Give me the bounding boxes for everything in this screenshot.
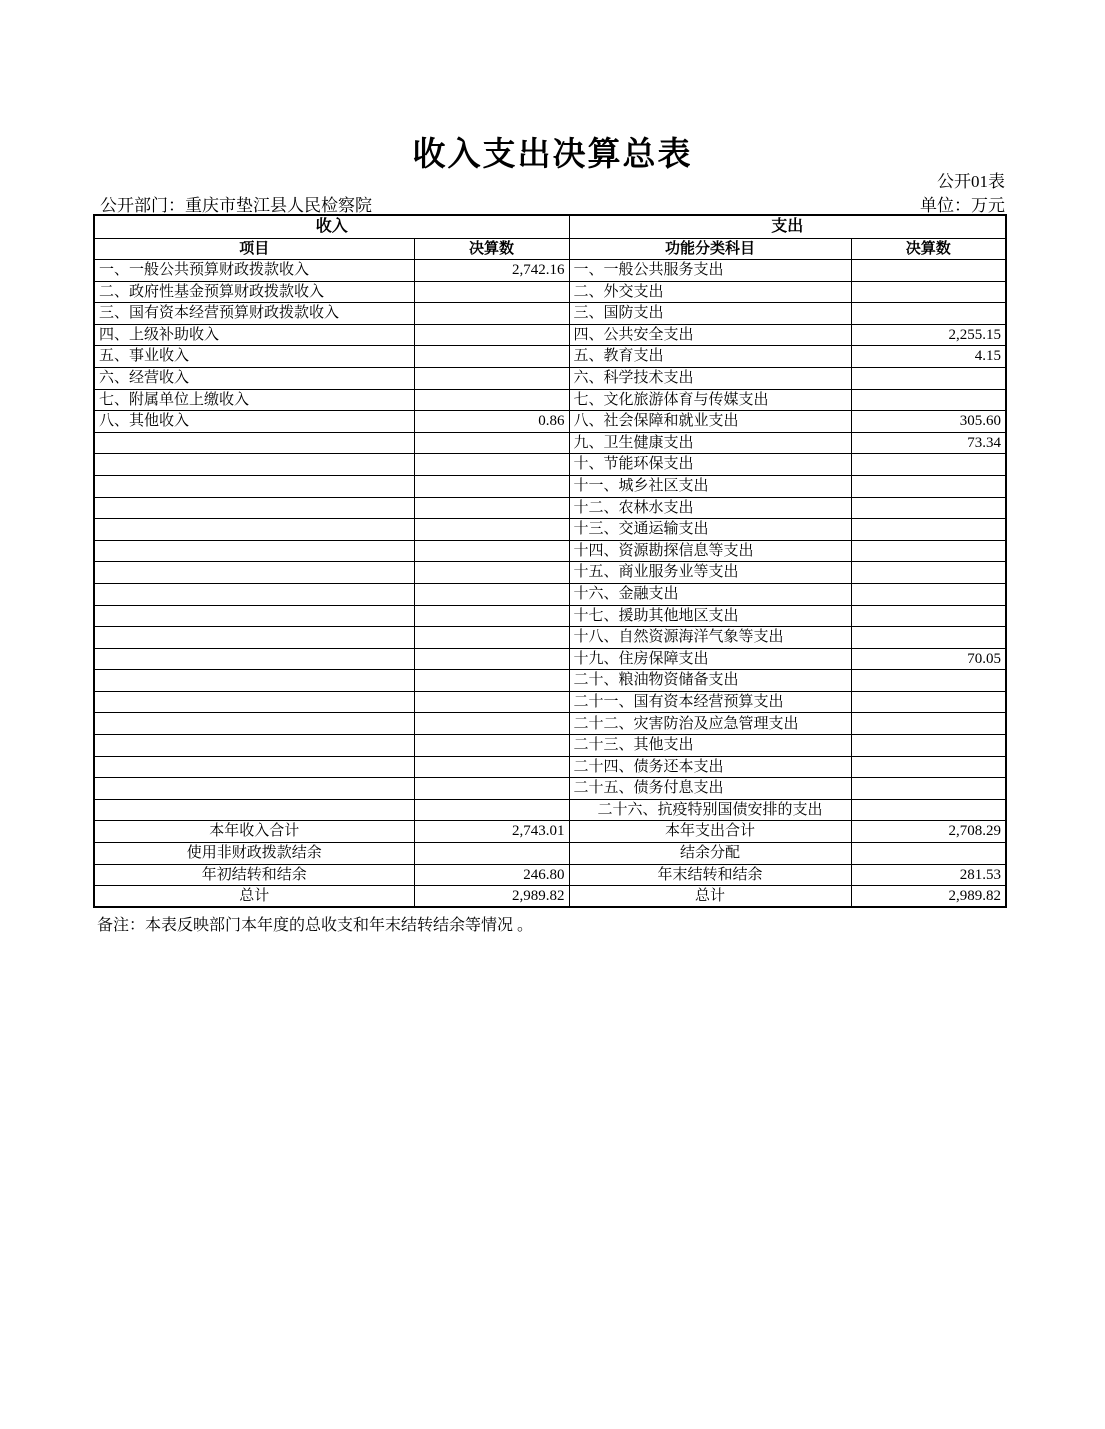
summary-row — [94, 843, 1006, 865]
expense-item-cell: 十三、交通运输支出 — [569, 519, 851, 541]
table-row — [94, 713, 1006, 735]
income-value-cell — [414, 627, 569, 649]
income-value-cell — [414, 519, 569, 541]
expense-item-cell: 二十五、债务付息支出 — [569, 778, 851, 800]
income-value-cell — [414, 605, 569, 627]
expense-summary-value-cell: 2,989.82 — [851, 886, 1006, 908]
income-item-cell — [94, 432, 414, 454]
expense-value-cell: 70.05 — [851, 648, 1006, 670]
table-row — [94, 540, 1006, 562]
expense-value-cell — [851, 799, 1006, 821]
expense-item-cell: 十六、金融支出 — [569, 583, 851, 605]
expense-summary-value-cell: 281.53 — [851, 864, 1006, 886]
income-item-cell — [94, 475, 414, 497]
income-summary-value-cell: 2,989.82 — [414, 886, 569, 908]
expense-item-cell: 十二、农林水支出 — [569, 497, 851, 519]
expense-value-cell — [851, 519, 1006, 541]
expense-item-cell: 九、卫生健康支出 — [569, 432, 851, 454]
expense-value-cell — [851, 497, 1006, 519]
table-row — [94, 389, 1006, 411]
income-summary-value-cell: 2,743.01 — [414, 821, 569, 843]
meta-row — [93, 191, 1005, 216]
income-item-cell: 七、附属单位上缴收入 — [94, 389, 414, 411]
income-value-cell — [414, 735, 569, 757]
income-value-cell — [414, 713, 569, 735]
income-item-cell: 四、上级补助收入 — [94, 324, 414, 346]
unit-label: 单位：万元 — [920, 196, 1005, 215]
table-row — [94, 519, 1006, 541]
summary-row — [94, 886, 1006, 908]
expense-item-cell: 二、外交支出 — [569, 281, 851, 303]
table-row — [94, 367, 1006, 389]
expense-value-cell — [851, 691, 1006, 713]
footnote: 备注：本表反映部门本年度的总收支和年末结转结余等情况 。 — [97, 917, 534, 934]
expense-item-cell: 四、公共安全支出 — [569, 324, 851, 346]
income-value-cell — [414, 454, 569, 476]
income-value-cell — [414, 432, 569, 454]
income-item-cell — [94, 519, 414, 541]
expense-value-cell — [851, 756, 1006, 778]
income-item-cell — [94, 454, 414, 476]
expense-item-cell: 二十、粮油物资储备支出 — [569, 670, 851, 692]
expense-item-cell: 十、节能环保支出 — [569, 454, 851, 476]
income-value-cell — [414, 475, 569, 497]
table-row — [94, 497, 1006, 519]
income-value-cell — [414, 540, 569, 562]
table-row — [94, 648, 1006, 670]
expense-value-cell — [851, 540, 1006, 562]
expense-value-cell — [851, 583, 1006, 605]
table-row — [94, 778, 1006, 800]
expense-summary-label-cell: 总计 — [569, 886, 851, 908]
income-item-cell: 八、其他收入 — [94, 411, 414, 433]
income-item-cell: 六、经营收入 — [94, 367, 414, 389]
income-value-cell — [414, 497, 569, 519]
summary-row — [94, 864, 1006, 886]
expense-value-cell — [851, 260, 1006, 282]
expense-summary-value-cell: 2,708.29 — [851, 821, 1006, 843]
income-summary-label-cell: 年初结转和结余 — [94, 864, 414, 886]
expense-value-cell — [851, 735, 1006, 757]
expense-item-cell: 十七、援助其他地区支出 — [569, 605, 851, 627]
expense-value-cell — [851, 605, 1006, 627]
expense-value-cell — [851, 367, 1006, 389]
income-value-cell: 0.86 — [414, 411, 569, 433]
income-item-cell — [94, 648, 414, 670]
income-item-cell — [94, 670, 414, 692]
income-summary-label-cell: 总计 — [94, 886, 414, 908]
expense-item-cell: 八、社会保障和就业支出 — [569, 411, 851, 433]
expense-value-cell: 4.15 — [851, 346, 1006, 368]
page-title: 收入支出决算总表 — [412, 135, 693, 172]
expense-summary-label-cell: 年末结转和结余 — [569, 864, 851, 886]
expense-value-cell — [851, 778, 1006, 800]
expense-item-cell: 二十六、抗疫特别国债安排的支出 — [569, 799, 851, 821]
table-row — [94, 627, 1006, 649]
expense-section-header: 支出 — [569, 215, 1006, 239]
income-value-cell — [414, 303, 569, 325]
table-row — [94, 799, 1006, 821]
expense-value-cell: 73.34 — [851, 432, 1006, 454]
income-item-cell — [94, 735, 414, 757]
income-section-header: 收入 — [94, 215, 569, 239]
income-item-cell — [94, 497, 414, 519]
expense-value-cell: 2,255.15 — [851, 324, 1006, 346]
income-value-cell — [414, 324, 569, 346]
table-row — [94, 260, 1006, 282]
table-row — [94, 454, 1006, 476]
income-value-cell — [414, 583, 569, 605]
expense-item-cell: 七、文化旅游体育与传媒支出 — [569, 389, 851, 411]
expense-item-cell: 二十四、债务还本支出 — [569, 756, 851, 778]
income-value-cell — [414, 778, 569, 800]
income-value-cell — [414, 281, 569, 303]
expense-item-cell: 二十一、国有资本经营预算支出 — [569, 691, 851, 713]
table-row — [94, 691, 1006, 713]
expense-value-cell — [851, 627, 1006, 649]
income-item-cell — [94, 778, 414, 800]
income-value-cell — [414, 670, 569, 692]
income-summary-label-cell: 本年收入合计 — [94, 821, 414, 843]
table-row — [94, 346, 1006, 368]
expense-item-cell: 一、一般公共服务支出 — [569, 260, 851, 282]
expense-value-cell — [851, 670, 1006, 692]
expense-item-cell: 六、科学技术支出 — [569, 367, 851, 389]
income-value-cell — [414, 648, 569, 670]
expense-value-cell — [851, 713, 1006, 735]
table-row — [94, 670, 1006, 692]
income-item-cell — [94, 583, 414, 605]
expense-item-cell: 十八、自然资源海洋气象等支出 — [569, 627, 851, 649]
expense-item-cell: 十五、商业服务业等支出 — [569, 562, 851, 584]
expense-item-cell: 二十三、其他支出 — [569, 735, 851, 757]
expense-value-cell — [851, 475, 1006, 497]
table-row — [94, 281, 1006, 303]
expense-summary-value-cell — [851, 843, 1006, 865]
expense-summary-label-cell: 结余分配 — [569, 843, 851, 865]
income-value-cell — [414, 346, 569, 368]
income-value-cell — [414, 562, 569, 584]
expense-item-cell: 十九、住房保障支出 — [569, 648, 851, 670]
expense-item-cell: 五、教育支出 — [569, 346, 851, 368]
income-item-cell — [94, 799, 414, 821]
table-row — [94, 583, 1006, 605]
expense-value-cell — [851, 454, 1006, 476]
summary-row — [94, 821, 1006, 843]
table-row — [94, 756, 1006, 778]
expense-value-cell: 305.60 — [851, 411, 1006, 433]
income-item-cell — [94, 605, 414, 627]
income-item-cell — [94, 713, 414, 735]
budget-table — [93, 214, 1007, 908]
income-item-cell: 三、国有资本经营预算财政拨款收入 — [94, 303, 414, 325]
expense-value-cell — [851, 562, 1006, 584]
column-header-row — [94, 239, 1006, 260]
income-item-cell — [94, 562, 414, 584]
table-row — [94, 562, 1006, 584]
column-header-1: 决算数 — [414, 239, 569, 260]
section-header-row — [94, 215, 1006, 239]
expense-summary-label-cell: 本年支出合计 — [569, 821, 851, 843]
expense-value-cell — [851, 303, 1006, 325]
income-value-cell — [414, 389, 569, 411]
income-summary-value-cell: 246.80 — [414, 864, 569, 886]
income-value-cell — [414, 367, 569, 389]
expense-item-cell: 三、国防支出 — [569, 303, 851, 325]
income-item-cell — [94, 540, 414, 562]
table-row — [94, 411, 1006, 433]
income-item-cell — [94, 756, 414, 778]
table-row — [94, 475, 1006, 497]
table-row — [94, 324, 1006, 346]
column-header-2: 功能分类科目 — [569, 239, 851, 260]
table-row — [94, 735, 1006, 757]
income-item-cell — [94, 691, 414, 713]
expense-value-cell — [851, 281, 1006, 303]
expense-item-cell: 二十二、灾害防治及应急管理支出 — [569, 713, 851, 735]
income-value-cell — [414, 756, 569, 778]
table-row — [94, 432, 1006, 454]
income-value-cell — [414, 799, 569, 821]
expense-item-cell: 十四、资源勘探信息等支出 — [569, 540, 851, 562]
expense-value-cell — [851, 389, 1006, 411]
column-header-3: 决算数 — [851, 239, 1006, 260]
income-value-cell: 2,742.16 — [414, 260, 569, 282]
income-item-cell: 二、政府性基金预算财政拨款收入 — [94, 281, 414, 303]
income-summary-value-cell — [414, 843, 569, 865]
department-label: 公开部门：重庆市垫江县人民检察院 — [100, 196, 372, 215]
table-code: 公开01表 — [937, 172, 1005, 191]
income-value-cell — [414, 691, 569, 713]
expense-item-cell: 十一、城乡社区支出 — [569, 475, 851, 497]
column-header-0: 项目 — [94, 239, 414, 260]
table-row — [94, 605, 1006, 627]
income-item-cell — [94, 627, 414, 649]
income-summary-label-cell: 使用非财政拨款结余 — [94, 843, 414, 865]
table-row — [94, 303, 1006, 325]
income-item-cell: 一、一般公共预算财政拨款收入 — [94, 260, 414, 282]
income-item-cell: 五、事业收入 — [94, 346, 414, 368]
